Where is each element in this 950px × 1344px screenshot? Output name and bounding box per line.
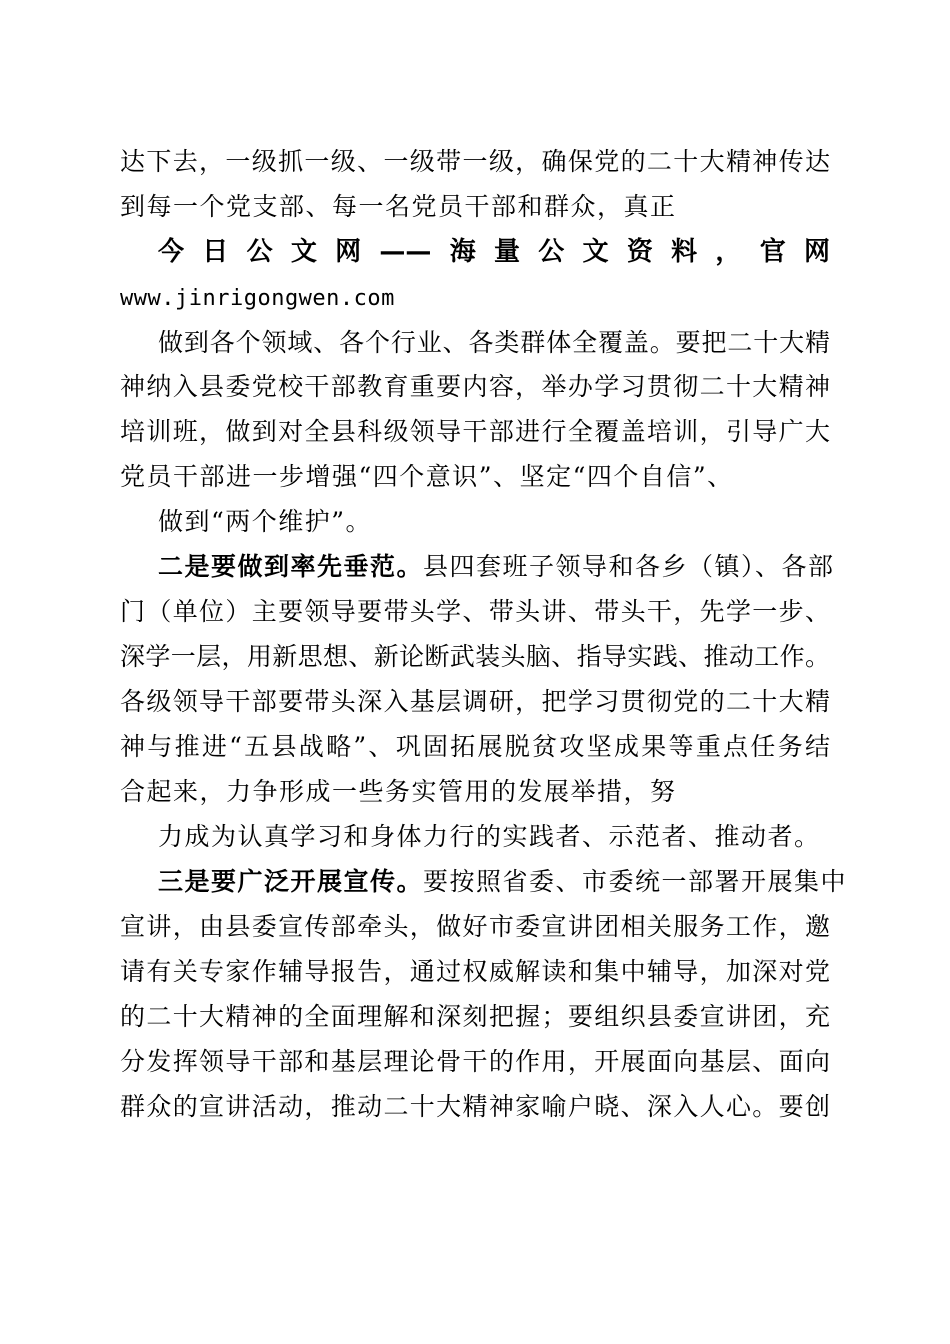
text-line: 做到各个领域、各个行业、各类群体全覆盖。要把二十大精: [158, 328, 830, 357]
text-line: 到每一个党支部、每一名党员干部和群众，真正: [120, 192, 677, 221]
text-line: 达下去，一级抓一级、一级带一级，确保党的二十大精神传达: [120, 147, 830, 176]
text-line: 各级领导干部要带头深入基层调研，把学习贯彻党的二十大精: [120, 687, 830, 716]
paragraph-heading: 二是要做到率先垂范。: [158, 552, 424, 581]
text-line: 神纳入县委党校干部教育重要内容，举办学习贯彻二十大精神: [120, 372, 830, 401]
text-line: 深学一层，用新思想、新论断武装头脑、指导实践、推动工作。: [120, 642, 830, 671]
text-line: 门（单位）主要领导要带头学、带头讲、带头干，先学一步、: [120, 597, 830, 626]
text-line: 做到“两个维护”。: [158, 507, 373, 536]
text-line: 请有关专家作辅导报告，通过权威解读和集中辅导，加深对党: [120, 957, 830, 986]
text-line: 的二十大精神的全面理解和深刻把握；要组织县委宣讲团，充: [120, 1002, 830, 1031]
text-line: 分发挥领导干部和基层理论骨干的作用，开展面向基层、面向: [120, 1047, 830, 1076]
paragraph-heading: 三是要广泛开展宣传。: [158, 867, 424, 896]
text-line: 力成为认真学习和身体力行的实践者、示范者、推动者。: [158, 822, 821, 851]
text-line: 群众的宣讲活动，推动二十大精神家喻户晓、深入人心。要创: [120, 1092, 830, 1121]
watermark-title: 今日公文网——海量公文资料，官网: [158, 237, 830, 267]
text-line: 党员干部进一步增强“四个意识”、坚定“四个自信”、: [120, 462, 734, 491]
paragraph-first-line: 三是要广泛开展宣传。要按照省委、市委统一部署开展集中: [158, 867, 848, 896]
text-line: 宣讲，由县委宣传部牵头，做好市委宣讲团相关服务工作，邀: [120, 912, 830, 941]
text-line: 合起来，力争形成一些务实管用的发展举措，努: [120, 777, 677, 806]
text-line: 神与推进“五县战略”、巩固拓展脱贫攻坚成果等重点任务结: [120, 732, 830, 761]
watermark-url: www.jinrigongwen.com: [120, 286, 395, 311]
text-line: 培训班，做到对全县科级领导干部进行全覆盖培训，引导广大: [120, 417, 830, 446]
paragraph-first-line: 二是要做到率先垂范。县四套班子领导和各乡（镇）、各部: [158, 552, 835, 581]
